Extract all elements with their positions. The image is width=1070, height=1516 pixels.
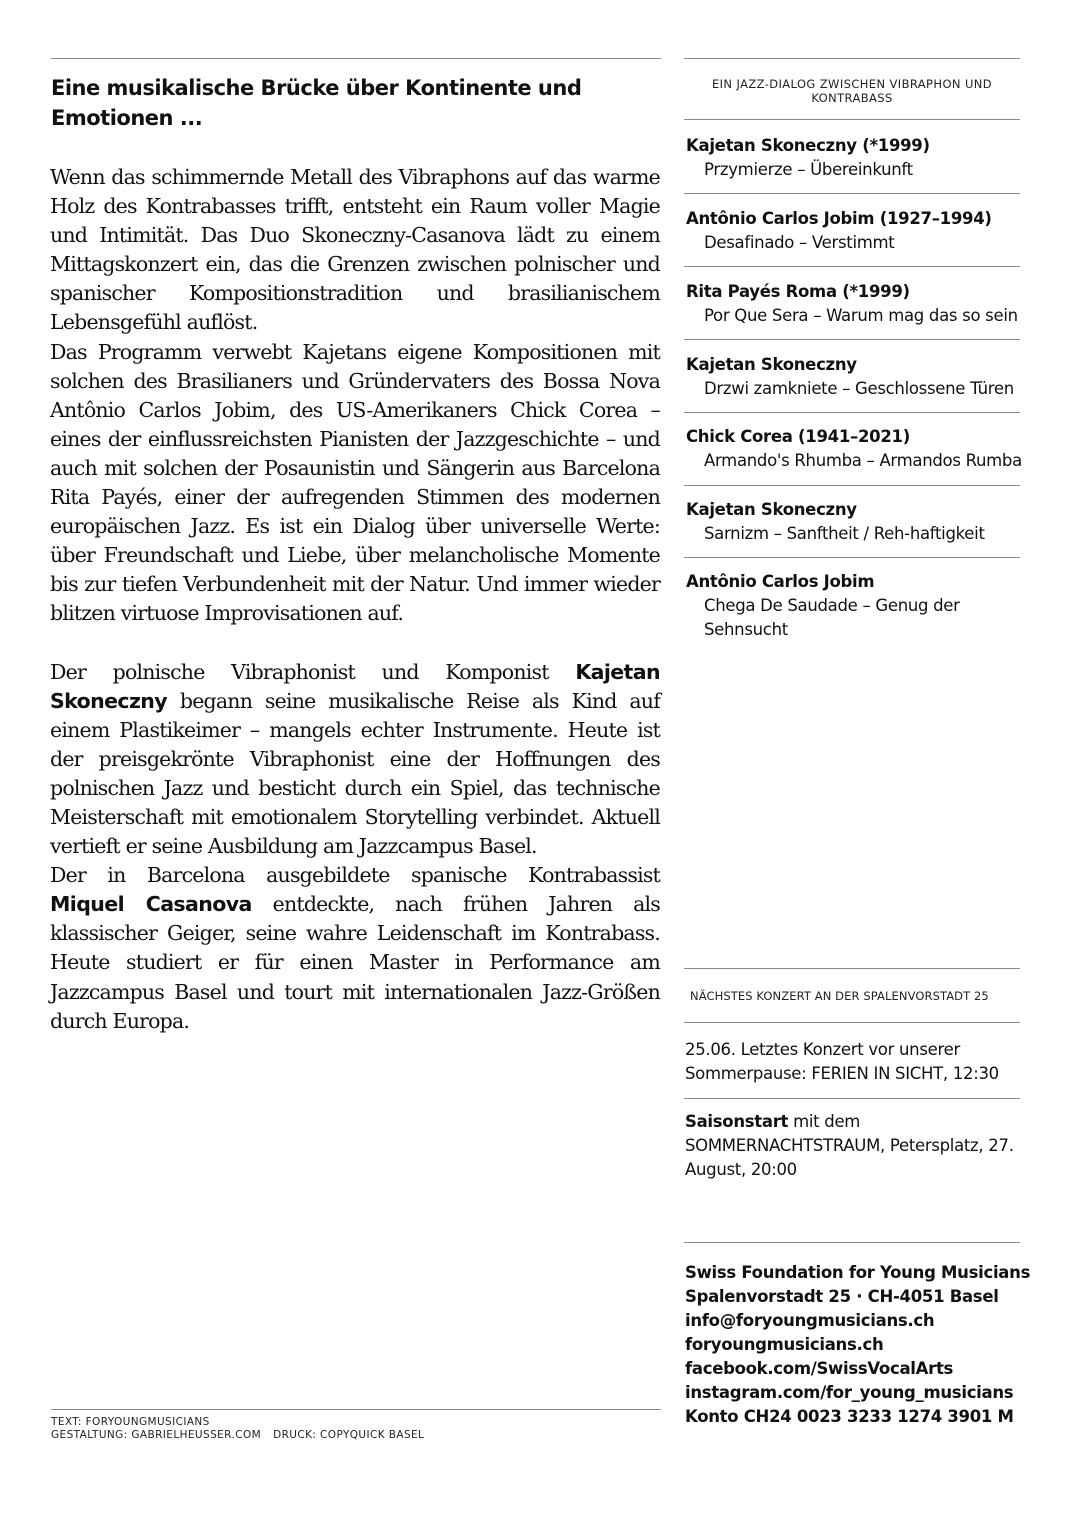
headline-line-2: Emotionen ... — [51, 106, 203, 130]
program-item-2 — [686, 207, 1026, 255]
paragraph-skoneczny — [50, 658, 660, 862]
program-item-1 — [686, 134, 1026, 182]
footer-rule — [684, 1242, 1020, 1243]
program-composer: Antônio Carlos Jobim (1927–1994) — [686, 209, 992, 228]
credit-design-print — [51, 1429, 651, 1442]
footer-instagram-link[interactable]: instagram.com/for_young_musicians — [685, 1383, 1014, 1402]
footer-facebook-link[interactable]: facebook.com/SwissVocalArts — [685, 1359, 954, 1378]
program-composer: Kajetan Skoneczny (*1999) — [686, 136, 930, 155]
top-rule-right — [684, 58, 1020, 59]
headline — [51, 73, 611, 133]
credit-design: GESTALTUNG: GABRIELHEUSSER.COM — [51, 1429, 262, 1441]
next-concert-info — [685, 1038, 1015, 1086]
program-work: Sarnizm – Sanftheit / Reh-haftigkeit — [704, 524, 985, 543]
footer-organization: Swiss Foundation for Young Musicians — [685, 1263, 1031, 1282]
program-composer: Rita Payés Roma (*1999) — [686, 282, 910, 301]
footer-bank-account: Konto CH24 0023 3233 1274 3901 M — [685, 1407, 1014, 1426]
season-rule — [684, 1098, 1020, 1099]
name-kajetan-skoneczny: Kajetan Skoneczny — [50, 659, 660, 713]
program-rule-1 — [684, 193, 1020, 194]
credit-print: DRUCK: COPYQUICK BASEL — [273, 1429, 425, 1441]
program-composer: Kajetan Skoneczny — [686, 355, 857, 374]
next-concert-heading: NÄCHSTES KONZERT AN DER SPALENVORSTADT 25 — [690, 989, 989, 1003]
program-work: Armando's Rhumba – Armandos Rumba — [704, 451, 1022, 470]
program-rule-3 — [684, 339, 1020, 340]
paragraph-intro: Wenn das schimmernde Metall des Vibraphons auf das warme Holz des Kontrabasses trifft, entsteht ein Raum voller Magie und Intimität. Das Duo Skoneczny-Casanova lädt zu einem Mittagskonzert ein, das die Grenzen zwischen polnischer und spanischer Kompositionstradition und brasilianischem Lebensgefühl auflöst. — [50, 165, 660, 335]
program-item-4 — [686, 353, 1026, 401]
season-start-info — [685, 1110, 1020, 1182]
paragraph-skoneczny-lead: Der polnische Vibraphonist und Komponist — [50, 659, 576, 684]
headline-line-1: Eine musikalische Brücke über Kontinente und — [51, 76, 582, 100]
program-item-7 — [686, 570, 1026, 642]
program-rule-0 — [684, 119, 1020, 120]
footer-email-link[interactable]: info@foryoungmusicians.ch — [685, 1311, 935, 1330]
footer-website-link[interactable]: foryoungmusicians.ch — [685, 1335, 884, 1354]
program-item-5 — [686, 425, 1026, 473]
season-start-label: Saisonstart — [685, 1112, 789, 1131]
program-work: Por Que Sera – Warum mag das so sein — [704, 306, 1018, 325]
program-rule-6 — [684, 557, 1020, 558]
top-rule-left — [51, 58, 661, 59]
paragraph-casanova — [50, 861, 660, 1036]
paragraph-skoneczny-rest: begann seine musikalische Reise als Kind auf einem Plastikeimer – mangels echter Instrumente. Heute ist der preisgekrönte Vibraphonist eine der Hoffnungen des polnischen Jazz und besticht durch ein Spiel, das technische Meisterschaft mit emotionalem Storytelling verbindet. Aktuell vertieft er seine Ausbildung am Jazzcampus Basel. — [50, 688, 660, 859]
program-work: Desafinado – Verstimmt — [704, 233, 895, 252]
next-concert-rule-mid — [684, 1022, 1020, 1023]
credits-rule — [51, 1409, 661, 1410]
footer-contact — [685, 1261, 1031, 1429]
next-concert-text: 25.06. Letztes Konzert vor unserer Sommerpause: FERIEN IN SICHT, 12:30 — [685, 1040, 999, 1083]
paragraph-casanova-rest: entdeckte, nach frühen Jahren als klassischer Geiger, seine wahre Leidenschaft im Kontrabass. Heute studiert er für einen Master in Performance am Jazzcampus Basel und tourt mit internationalen Jazz-Größen durch Europa. — [50, 892, 660, 1033]
article-body — [50, 163, 660, 1036]
credits — [51, 1416, 651, 1442]
next-concert-rule-top — [684, 968, 1020, 969]
program-work: Chega De Saudade – Genug der Sehnsucht — [704, 596, 960, 639]
credit-text: TEXT: FORYOUNGMUSICIANS — [51, 1416, 210, 1428]
paragraph-casanova-lead: Der in Barcelona ausgebildete spanische Kontrabassist — [50, 863, 660, 888]
program-item-3 — [686, 280, 1026, 328]
program-composer: Kajetan Skoneczny — [686, 500, 857, 519]
program-work: Drzwi zamkniete – Geschlossene Türen — [704, 379, 1014, 398]
program-composer: Chick Corea (1941–2021) — [686, 427, 910, 446]
program-composer: Antônio Carlos Jobim — [686, 572, 875, 591]
program-rule-4 — [684, 412, 1020, 413]
program-work: Przymierze – Übereinkunft — [704, 160, 913, 179]
name-miquel-casanova: Miquel Casanova — [50, 892, 252, 917]
paragraph-program: Das Programm verwebt Kajetans eigene Kompositionen mit solchen des Brasilianers und Gründervaters des Bossa Nova Antônio Carlos Jobim, des US-Amerikaners Chick Corea – eines der einflussreichsten Pianisten der Jazzgeschichte – und auch mit solchen der Posaunistin und Sängerin aus Barcelona Rita Payés, einer der aufregenden Stimmen des modernen europäischen Jazz. Es ist ein Dialog über universelle Werte: über Freundschaft und Liebe, über melancholische Momente bis zur tiefen Verbundenheit mit der Natur. Und immer wieder blitzen virtuose Improvisationen auf. — [50, 339, 660, 626]
season-start-text: mit dem SOMMERNACHTSTRAUM, Petersplatz, 27. August, 20:00 — [685, 1112, 1014, 1179]
program-heading: EIN JAZZ-DIALOG ZWISCHEN VIBRAPHON UND KONTRABASS — [711, 77, 993, 105]
program-rule-2 — [684, 266, 1020, 267]
program-rule-5 — [684, 485, 1020, 486]
footer-address: Spalenvorstadt 25 · CH-4051 Basel — [685, 1287, 999, 1306]
program-item-6 — [686, 498, 1026, 546]
